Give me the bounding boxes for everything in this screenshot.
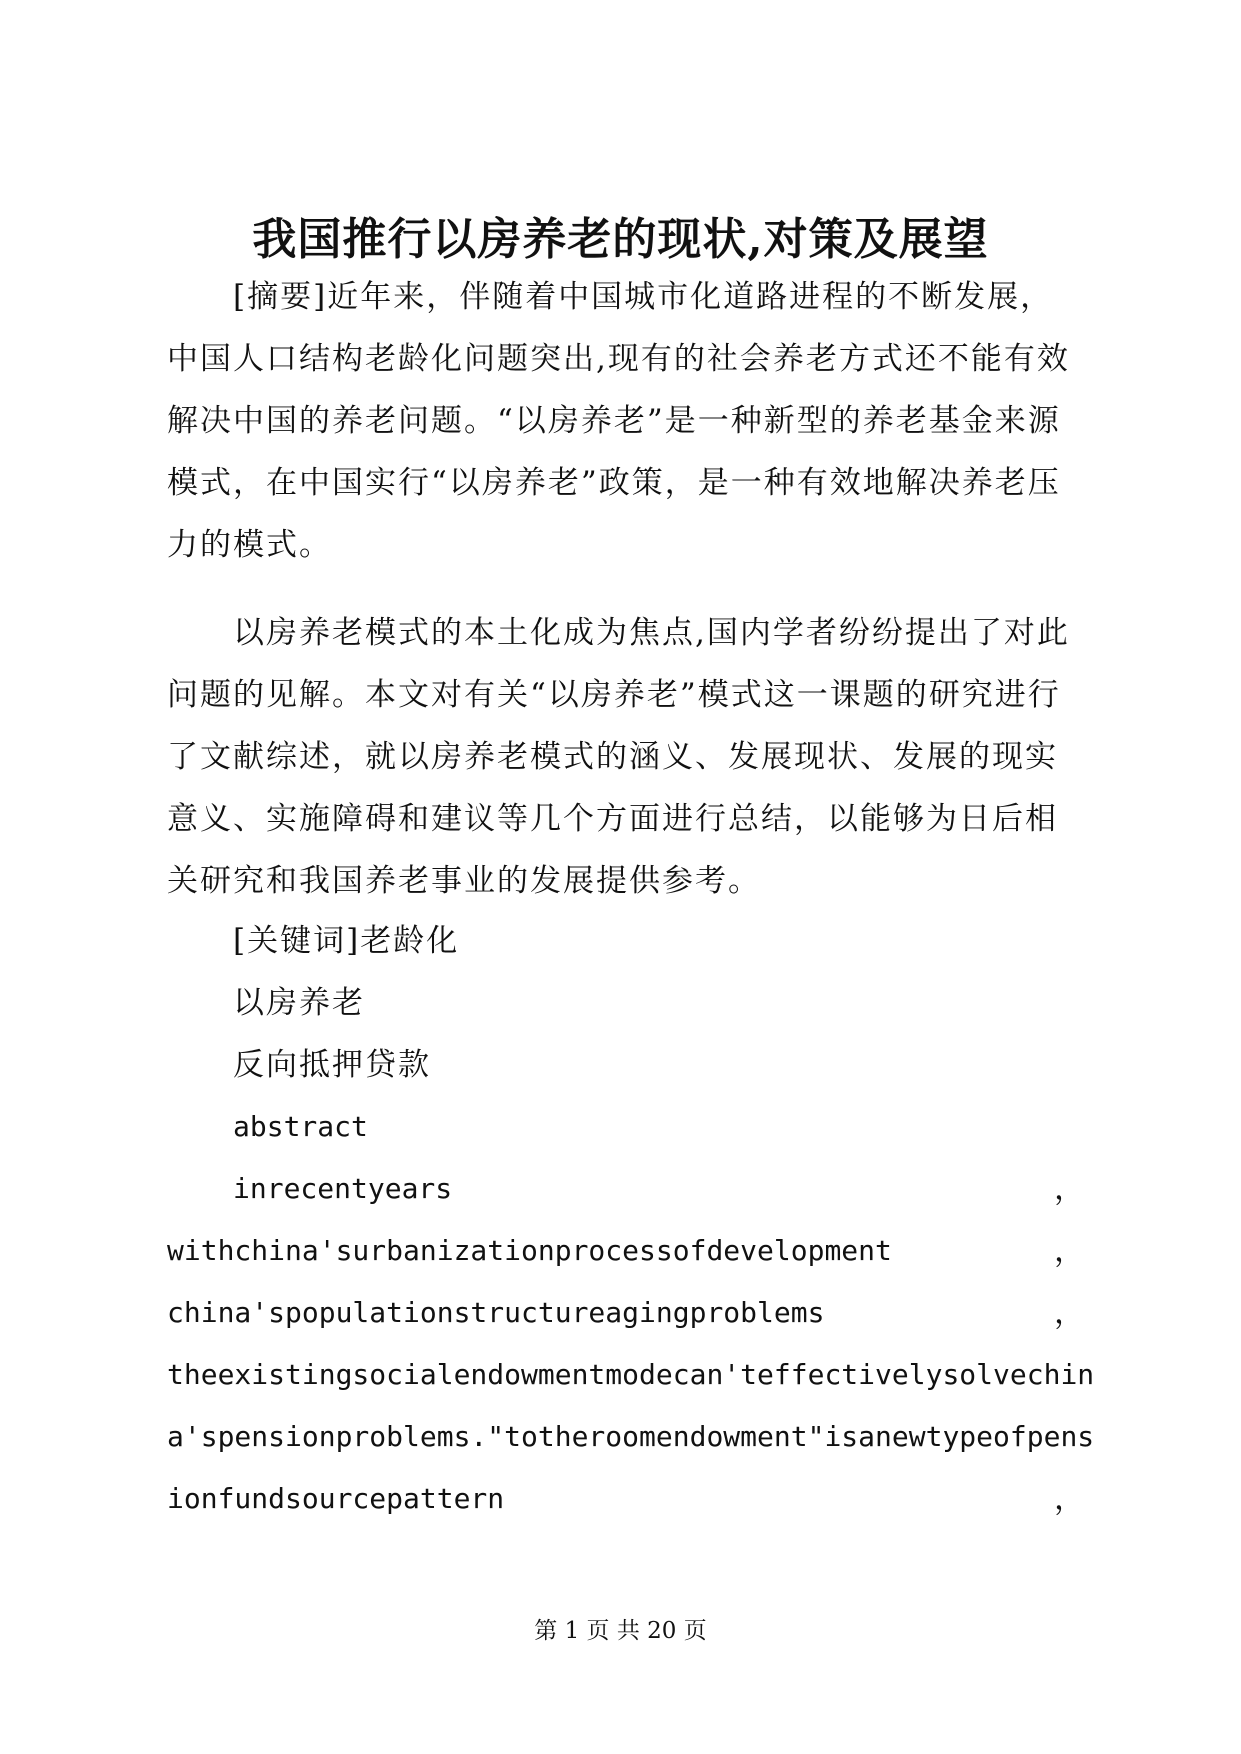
english-line: withchina'surbanizationprocessofdevelopment xyxy=(167,1234,892,1267)
english-line: theexistingsocialendowmentmodecan'teffectivelysolvechin xyxy=(167,1358,1095,1391)
line-end-comma: ， xyxy=(1054,1171,1085,1207)
second-paragraph: 以房养老模式的本土化成为焦点,国内学者纷纷提出了对此问题的见解。本文对有关“以房养老”模式这一课题的研究进行了文献综述，就以房养老模式的涵义、发展现状、发展的现实意义、实施障碍和建议等几个方面进行总结，以能够为日后相关研究和我国养老事业的发展提供参考。 xyxy=(167,615,1070,899)
english-line: a'spensionproblems."totheroomendowment"isanewtypeofpens xyxy=(167,1420,1095,1453)
abstract-heading: abstract xyxy=(233,1110,368,1143)
page-footer: 第 1 页 共 20 页 xyxy=(534,1618,707,1644)
line-end-comma: ， xyxy=(1054,1295,1085,1331)
abstract-paragraph: [摘要]近年来，伴随着中国城市化道路进程的不断发展，中国人口结构老龄化问题突出,现有的社会养老方式还不能有效解决中国的养老问题。“以房养老”是一种新型的养老基金来源模式，在中国实行“以房养老”政策，是一种有效地解决养老压力的模式。 xyxy=(167,279,1070,563)
english-line: ionfundsourcepattern xyxy=(167,1482,505,1515)
document-title: 我国推行以房养老的现状,对策及展望 xyxy=(252,214,989,265)
english-line: china'spopulationstructureagingproblems xyxy=(167,1296,825,1329)
keywords-label: [关键词]老龄化 xyxy=(233,923,460,959)
keyword-line: 反向抵押贷款 xyxy=(233,1047,431,1083)
line-end-comma: ， xyxy=(1054,1233,1085,1269)
line-end-comma: ， xyxy=(1054,1481,1085,1517)
keyword-line: 以房养老 xyxy=(233,985,365,1021)
english-line: inrecentyears xyxy=(233,1172,453,1205)
